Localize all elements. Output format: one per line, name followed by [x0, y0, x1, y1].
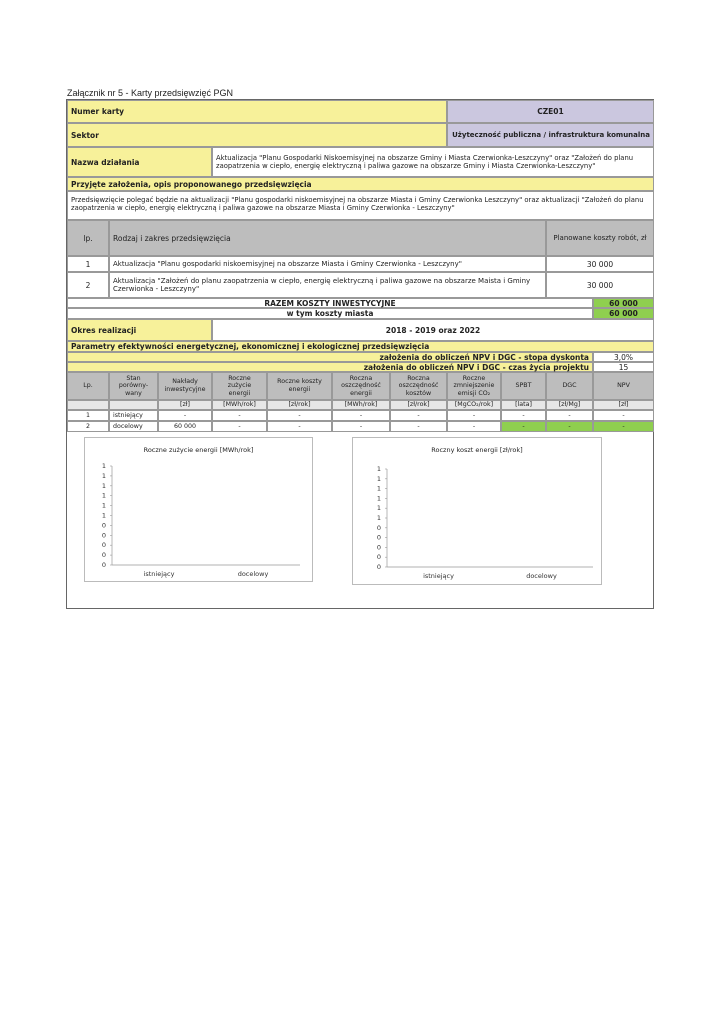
period-label: Okres realizacji: [67, 319, 212, 341]
params-header-cell: Roczna oszczędność energii: [332, 372, 390, 400]
y-tick-label: 0: [101, 521, 106, 530]
params-header-cell: NPV: [593, 372, 654, 400]
total-costs-value: 60 000: [593, 298, 654, 308]
params-unit-cell: [MWh/rok]: [332, 400, 390, 410]
y-tick-label: 0: [376, 563, 381, 571]
params-row-cell: 60 000: [158, 421, 212, 432]
y-tick-label: 1: [101, 471, 106, 480]
y-tick-label: 0: [101, 551, 106, 560]
y-tick-label: 1: [101, 511, 106, 520]
document-title: Załącznik nr 5 - Karty przedsięwzięć PGN: [67, 88, 234, 98]
params-row-cell: -: [390, 421, 447, 432]
params-header-cell: Roczne zużycie energii: [212, 372, 267, 400]
params-unit-cell: [zł/Mg]: [546, 400, 593, 410]
x-tick-label: istniejący: [143, 570, 175, 578]
chart-energy-cost: [352, 437, 602, 585]
y-tick-label: 0: [376, 523, 381, 532]
params-header-cell: Roczne zmniejszenie emisji CO₂: [447, 372, 501, 400]
params-unit-cell: [zł]: [593, 400, 654, 410]
y-tick-label: 1: [376, 494, 381, 503]
period-value: 2018 - 2019 oraz 2022: [212, 319, 654, 341]
y-tick-label: 0: [376, 543, 381, 552]
params-row-cell: -: [593, 410, 654, 421]
params-label: Parametry efektywności energetycznej, ekonomicznej i ekologicznej przedsięwzięcia: [67, 341, 654, 352]
params-row-cell: -: [501, 410, 546, 421]
params-unit-cell: [zł/rok]: [390, 400, 447, 410]
npv-life-value: 15: [593, 362, 654, 372]
total-costs-label: RAZEM KOSZTY INWESTYCYJNE: [67, 298, 593, 308]
params-row-cell: 2: [67, 421, 109, 432]
params-row-cell: -: [546, 410, 593, 421]
params-row-cell: -: [267, 410, 332, 421]
tasks-header-cost: Planowane koszty robót, zł: [546, 220, 654, 256]
x-tick-label: docelowy: [237, 570, 269, 578]
params-header-cell: SPBT: [501, 372, 546, 400]
params-row-cell: -: [447, 421, 501, 432]
params-header-cell: Roczna oszczędność kosztów: [390, 372, 447, 400]
params-row-cell: -: [332, 421, 390, 432]
action-name-value: Aktualizacja "Planu Gospodarki Niskoemisyjnej na obszarze Gminy i Miasta Czerwionka-Leszczyny" oraz "Założeń do planu zaopatrzenia w ciepło, energię elektryczną i paliwa gazowe na obszarze Gminy i Miasta Czerwionka-Leszczyny": [212, 147, 654, 177]
params-unit-cell: [zł/rok]: [267, 400, 332, 410]
y-tick-label: 0: [376, 533, 381, 542]
params-header-cell: DGC: [546, 372, 593, 400]
params-unit-cell: [MgCO₂/rok]: [447, 400, 501, 410]
task-row-cost: 30 000: [546, 256, 654, 272]
npv-discount-label: założenia do obliczeń NPV i DGC - stopa dyskonta: [67, 352, 593, 362]
params-unit-cell: [lata]: [501, 400, 546, 410]
task-row-scope: Aktualizacja "Planu gospodarki niskoemisyjnej na obszarze Miasta i Gminy Czerwionka - Leszczyny": [109, 256, 546, 272]
y-tick-label: 0: [101, 561, 106, 569]
assumptions-label: Przyjęte założenia, opis proponowanego przedsięwzięcia: [67, 177, 654, 191]
x-tick-label: docelowy: [526, 572, 557, 580]
card-number-label: Numer karty: [67, 100, 447, 123]
tasks-header-scope: Rodzaj i zakres przedsięwzięcia: [109, 220, 546, 256]
action-name-label: Nazwa działania: [67, 147, 212, 177]
params-row-cell: -: [593, 421, 654, 432]
task-row-cost: 30 000: [546, 272, 654, 298]
params-row-cell: -: [501, 421, 546, 432]
city-costs-label: w tym koszty miasta: [67, 308, 593, 319]
task-row-lp: 2: [67, 272, 109, 298]
npv-discount-value: 3,0%: [593, 352, 654, 362]
params-header-cell: Nakłady inwestycyjne: [158, 372, 212, 400]
params-row-cell: -: [332, 410, 390, 421]
y-tick-label: 1: [101, 481, 106, 490]
y-tick-label: 1: [376, 465, 381, 473]
params-header-cell: Lp.: [67, 372, 109, 400]
chart-title: Roczne zużycie energii [MWh/rok]: [143, 446, 254, 454]
y-tick-label: 1: [376, 504, 381, 513]
description-text: Przedsięwzięcie polegać będzie na aktualizacji "Planu gospodarki niskoemisyjnej na obszarze Miasta i Gminy Czerwionka Leszczyny" oraz aktualizacji "Założeń do planu zaopatrzenia w ciepło, energię elektryczną i paliwa gazowe na obszarze Miasta i Gminy Czerwionka - Leszczyny": [67, 191, 654, 220]
params-unit-cell: [67, 400, 109, 410]
params-row-cell: docelowy: [109, 421, 158, 432]
npv-life-label: założenia do obliczeń NPV i DGC - czas życia projektu: [67, 362, 593, 372]
params-row-cell: -: [212, 421, 267, 432]
params-row-cell: 1: [67, 410, 109, 421]
params-row-cell: -: [158, 410, 212, 421]
y-tick-label: 1: [101, 501, 106, 510]
city-costs-value: 60 000: [593, 308, 654, 319]
params-unit-cell: [109, 400, 158, 410]
params-unit-cell: [zł]: [158, 400, 212, 410]
x-tick-label: istniejący: [423, 572, 454, 580]
params-row-cell: -: [447, 410, 501, 421]
y-tick-label: 0: [101, 541, 106, 550]
task-row-lp: 1: [67, 256, 109, 272]
y-tick-label: 1: [101, 462, 106, 470]
y-tick-label: 1: [376, 514, 381, 522]
sector-label: Sektor: [67, 123, 447, 147]
y-tick-label: 0: [101, 531, 106, 540]
y-tick-label: 1: [376, 484, 381, 493]
params-row-cell: -: [390, 410, 447, 421]
task-row-scope: Aktualizacja "Założeń do planu zaopatrzenia w ciepło, energię elektryczną i paliwa gazowe na obszarze Maista i Gminy Czerwionka - Leszczyny": [109, 272, 546, 298]
y-tick-label: 1: [376, 474, 381, 483]
chart-energy-consumption: [84, 437, 313, 582]
card-number-value: CZE01: [447, 100, 654, 123]
y-tick-label: 1: [101, 491, 106, 500]
y-tick-label: 0: [376, 553, 381, 562]
params-row-cell: -: [546, 421, 593, 432]
chart-title: Roczny koszt energii [zł/rok]: [431, 446, 523, 454]
params-row-cell: -: [267, 421, 332, 432]
params-unit-cell: [MWh/rok]: [212, 400, 267, 410]
params-header-cell: Stan porówny-wany: [109, 372, 158, 400]
tasks-header-lp: lp.: [67, 220, 109, 256]
project-card: [66, 99, 654, 609]
params-row-cell: istniejący: [109, 410, 158, 421]
sector-value: Użyteczność publiczna / infrastruktura komunalna: [447, 123, 654, 147]
params-row-cell: -: [212, 410, 267, 421]
params-header-cell: Roczne koszty energii: [267, 372, 332, 400]
